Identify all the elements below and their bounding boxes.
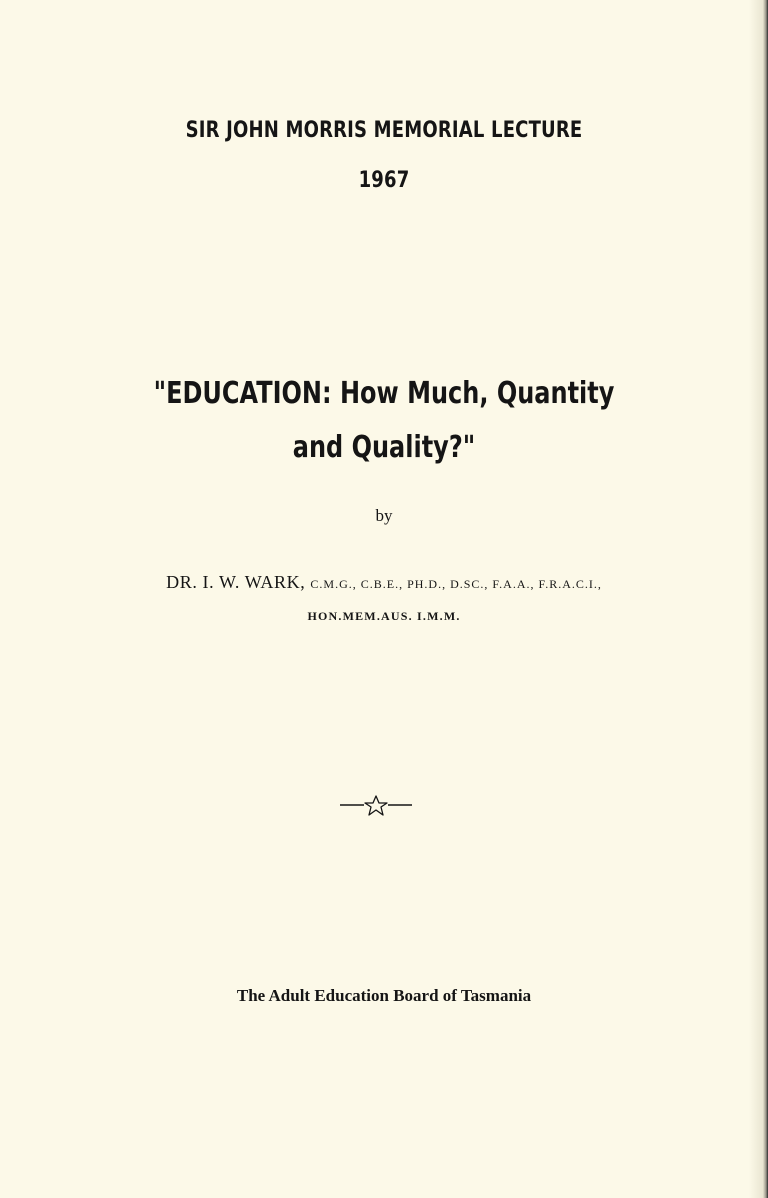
page-edge-shadow (749, 0, 763, 1198)
author-qualifications: C.M.G., C.B.E., PH.D., D.SC., F.A.A., F.R.A.C.I., (310, 577, 602, 591)
lecture-heading: SIR JOHN MORRIS MEMORIAL LECTURE (185, 118, 583, 143)
star-ornament-icon (338, 794, 414, 820)
byline: by (375, 506, 393, 525)
author-qualifications-line-2: HON.MEM.AUS. I.M.M. (307, 609, 461, 623)
lecture-year: 1967 (358, 168, 410, 193)
author-name: DR. I. W. WARK, (166, 572, 306, 592)
title-line-2: and Quality?" (292, 430, 476, 465)
title-line-1: "EDUCATION: How Much, Quantity (153, 376, 615, 411)
publisher: The Adult Education Board of Tasmania (236, 986, 532, 1005)
author-line (0, 572, 768, 593)
page-edge (763, 0, 768, 1198)
